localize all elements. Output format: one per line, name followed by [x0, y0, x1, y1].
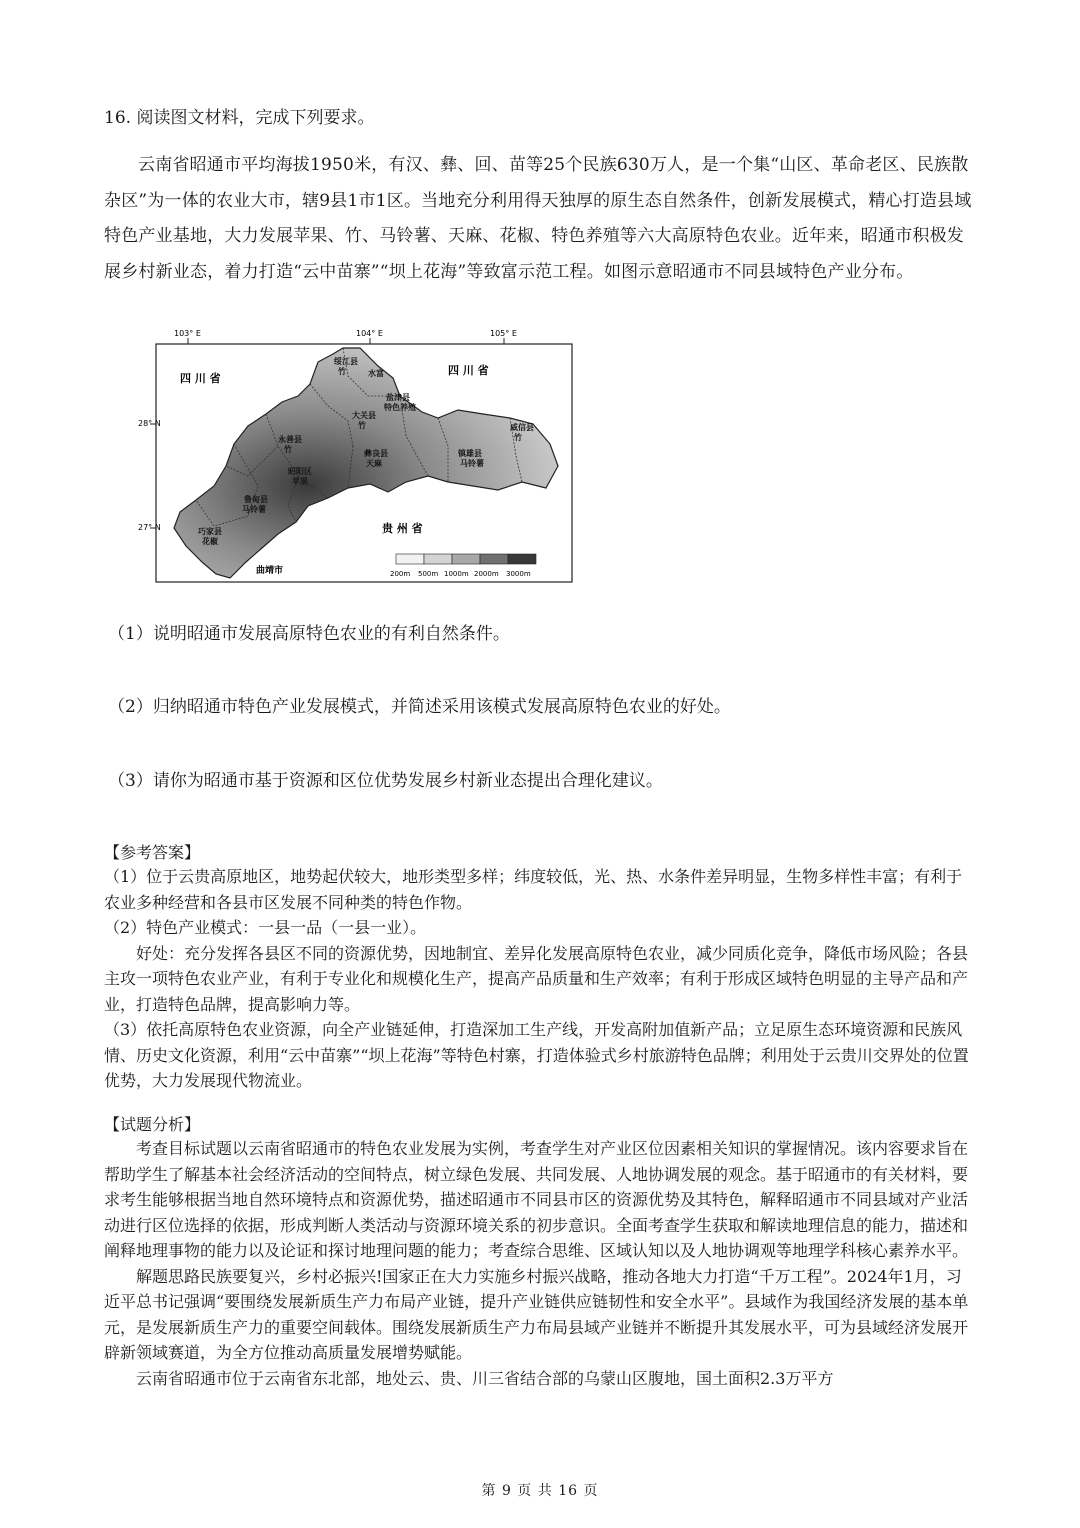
- page-footer: 第 9 页 共 16 页: [481, 1483, 599, 1499]
- answer-body: [104, 864, 977, 1094]
- county-suijiang: 绥江县: [334, 357, 358, 366]
- legend-500: 500m: [418, 570, 439, 578]
- county-zhenxiong: 镇雄县: [458, 449, 482, 458]
- county-zhenxiong-product: 马铃薯: [460, 459, 484, 468]
- analysis-p3: 云南省昭通市位于云南省东北部，地处云、贵、川三省结合部的乌蒙山区腹地，国土面积2.3万平方: [136, 1368, 834, 1388]
- answer-p3: 好处：充分发挥各县区不同的资源优势，因地制宜、差异化发展高原特色农业，减少同质化竞争，降低市场风险；各县主攻一项特色农业产业，有利于专业化和规模化生产，提高产品质量和生产效率；有利于形成区域特色明显的主导产品和产业，打造特色品牌，提高影响力等。: [104, 943, 969, 1014]
- answer-p1: （1）位于云贵高原地区，地势起伏较大，地形类型多样；纬度较低，光、热、水条件差异明显，生物多样性丰富；有利于农业多种经营和各县市区发展不同种类的特色作物。: [104, 867, 963, 912]
- lon-label-105: 105° E: [490, 329, 517, 338]
- lat-label-27: 27° N: [138, 523, 161, 532]
- county-yiliang-product: 天麻: [366, 459, 382, 468]
- region-label-guizhou: 贵 州 省: [382, 522, 423, 535]
- answer-title: 【参考答案】: [104, 843, 201, 862]
- analysis-title: 【试题分析】: [104, 1115, 201, 1134]
- analysis-body: [104, 1136, 977, 1391]
- legend-200: 200m: [390, 570, 411, 578]
- county-suijiang-product: 竹: [338, 367, 346, 376]
- county-ludian: 鲁甸县: [244, 495, 268, 504]
- county-weixin-product: 竹: [514, 433, 522, 442]
- county-yongshan-product: 竹: [284, 445, 292, 454]
- region-label-sichuan-west: 四 川 省: [180, 372, 221, 385]
- county-yanjin-product: 特色养殖: [384, 403, 416, 412]
- legend-1000: 1000m: [444, 570, 469, 578]
- region-label-qujing: 曲靖市: [256, 566, 284, 576]
- map-svg: [138, 326, 578, 586]
- county-zhaoyang-product: 苹果: [292, 477, 308, 486]
- county-yiliang: 彝良县: [364, 449, 388, 458]
- lon-label-103: 103° E: [174, 329, 201, 338]
- answer-p4: （3）依托高原特色农业资源，向全产业链延伸，打造深加工生产线，开发高附加值新产品；立足原生态环境资源和民族风情、历史文化资源，利用“云中苗寨”“坝上花海”等特色村寨，打造体验式乡村旅游特色品牌；利用处于云贵川交界处的位置优势，大力发展现代物流业。: [104, 1020, 969, 1090]
- sub-question-1: （1）说明昭通市发展高原特色农业的有利自然条件。: [108, 624, 510, 644]
- county-daguan-product: 竹: [358, 421, 366, 430]
- legend-2000: 2000m: [474, 570, 499, 578]
- county-qiaojia: 巧家县: [198, 527, 222, 536]
- lon-label-104: 104° E: [356, 329, 383, 338]
- region-label-sichuan-east: 四 川 省: [448, 364, 489, 377]
- county-yanjin: 盐津县: [386, 393, 410, 402]
- question-title: 16. 阅读图文材料，完成下列要求。: [104, 108, 375, 128]
- answer-p2: （2）特色产业模式：一县一品（一县一业）。: [104, 918, 427, 937]
- county-yongshan: 永善县: [278, 435, 302, 444]
- county-zhaoyang: 昭阳区: [288, 467, 312, 476]
- material-paragraph: 云南省昭通市平均海拔1950米，有汉、彝、回、苗等25个民族630万人，是一个集“山区、革命老区、民族散杂区”为一体的农业大市，辖9县1市1区。当地充分利用得天独厚的原生态自然条件，创新发展模式，精心打造县域特色产业基地，大力发展苹果、竹、马铃薯、天麻、花椒、特色养殖等六大高原特色农业。近年来，昭通市积极发展乡村新业态，着力打造“云中苗寨”“坝上花海”等致富示范工程。如图示意昭通市不同县域特色产业分布。: [104, 155, 972, 282]
- county-daguan: 大关县: [352, 411, 376, 420]
- analysis-p1: 考查目标试题以云南省昭通市的特色农业发展为实例，考查学生对产业区位因素相关知识的掌握情况。该内容要求旨在帮助学生了解基本社会经济活动的空间特点，树立绿色发展、共同发展、人地协调发展的观念。基于昭通市的有关材料，要求考生能够根据当地自然环境特点和资源优势，描述昭通市不同县市区的资源优势及其特色，解释昭通市不同县域对产业活动进行区位选择的依据，形成判断人类活动与资源环境关系的初步意识。全面考查学生获取和解读地理信息的能力，描述和阐释地理事物的能力以及论证和探讨地理问题的能力；考查综合思维、区域认知以及人地协调观等地理学科核心素养水平。: [104, 1139, 969, 1260]
- county-qiaojia-product: 花椒: [202, 537, 218, 546]
- analysis-p2: 解题思路民族要复兴，乡村必振兴!国家正在大力实施乡村振兴战略，推动各地大力打造“千万工程”。2024年1月，习近平总书记强调“要围绕发展新质生产力布局产业链，提升产业链供应链韧性和安全水平”。县域作为我国经济发展的基本单元，是发展新质生产力的重要空间载体。围绕发展新质生产力布局县域产业链并不断提升其发展水平，可为县域经济发展开辟新领域赛道，为全方位推动高质量发展增势赋能。: [104, 1266, 969, 1362]
- zhaotong-map-figure: [138, 326, 578, 586]
- county-ludian-product: 马铃薯: [242, 505, 266, 514]
- sub-question-3: （3）请你为昭通市基于资源和区位优势发展乡村新业态提出合理化建议。: [108, 771, 663, 791]
- lat-label-28: 28° N: [138, 419, 161, 428]
- sub-question-2: （2）归纳昭通市特色产业发展模式，并简述采用该模式发展高原特色农业的好处。: [108, 697, 731, 717]
- county-weixin: 威信县: [510, 423, 534, 432]
- county-shuifu: 水富: [368, 369, 384, 378]
- legend-3000: 3000m: [506, 570, 531, 578]
